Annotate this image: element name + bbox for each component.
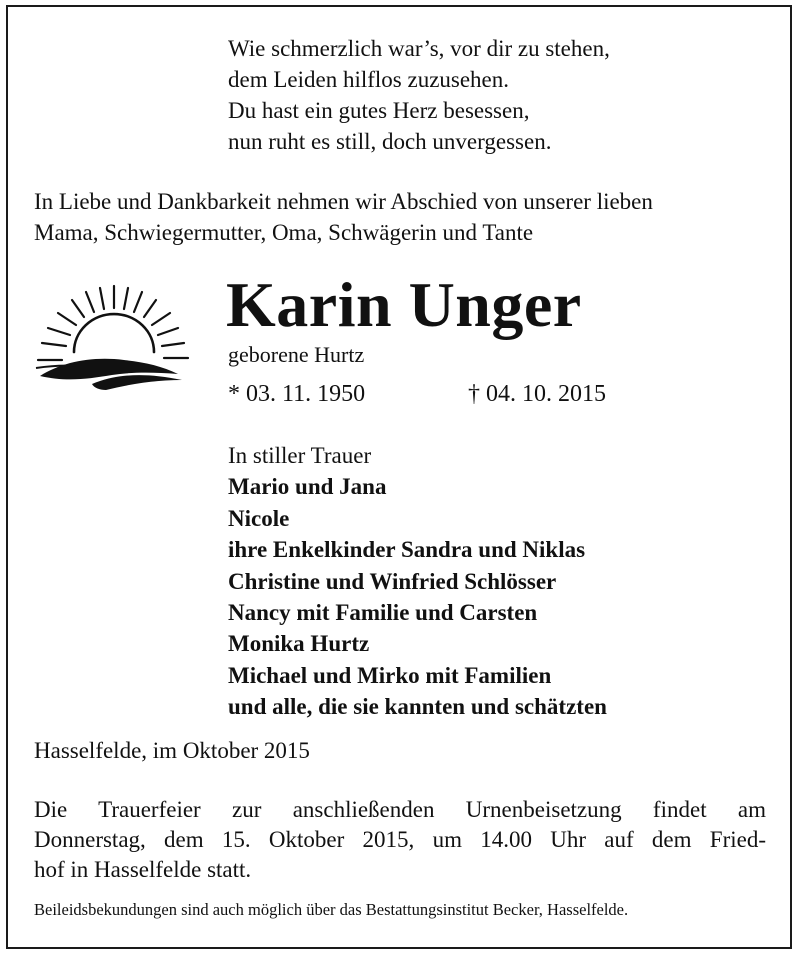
service-line: Donnerstag, dem 15. Oktober 2015, um 14.00 Uhr auf dem Fried-	[34, 827, 766, 852]
mourner-entry: ihre Enkelkinder Sandra und Niklas	[228, 537, 586, 563]
poem-line: dem Leiden hilflos zuzusehen.	[228, 67, 510, 92]
mourner-entry: Mario und Jana	[228, 474, 387, 500]
poem-line: Wie schmerzlich war’s, vor dir zu stehen,	[228, 36, 610, 61]
intro-text	[34, 186, 653, 248]
mourner-entry: Nancy mit Familie und Carsten	[228, 600, 538, 626]
intro-line: In Liebe und Dankbarkeit nehmen wir Abschied von unserer lieben	[34, 189, 653, 214]
deceased-name: Karin Unger	[226, 269, 582, 340]
condolences-note: Beileidsbekundungen sind auch möglich über das Bestattungsinstitut Becker, Hasselfelde.	[34, 900, 629, 919]
mourners-list	[228, 440, 607, 723]
mourner-entry: Monika Hurtz	[228, 631, 370, 657]
mourner-entry: Michael und Mirko mit Familien	[228, 662, 552, 688]
service-line: Die Trauerfeier zur anschließenden Urnenbeisetzung findet am	[34, 797, 766, 822]
birth-name: geborene Hurtz	[228, 342, 365, 367]
death-date: † 04. 10. 2015	[468, 381, 606, 407]
service-notice	[34, 795, 766, 885]
sunset-over-hills-icon	[32, 280, 192, 392]
poem-line: Du hast ein gutes Herz besessen,	[228, 98, 530, 123]
birth-date: * 03. 11. 1950	[228, 381, 366, 407]
poem	[228, 33, 610, 157]
mourner-entry: Nicole	[228, 505, 290, 531]
life-dates	[228, 378, 606, 410]
service-line: hof in Hasselfelde statt.	[34, 857, 252, 882]
mourners-heading: In stiller Trauer	[228, 443, 372, 468]
place-date: Hasselfelde, im Oktober 2015	[34, 738, 310, 763]
mourner-entry: und alle, die sie kannten und schätzten	[228, 694, 607, 720]
poem-line: nun ruht es still, doch unvergessen.	[228, 129, 552, 154]
mourner-entry: Christine und Winfried Schlösser	[228, 568, 557, 594]
intro-line: Mama, Schwiegermutter, Oma, Schwägerin und Tante	[34, 220, 534, 245]
